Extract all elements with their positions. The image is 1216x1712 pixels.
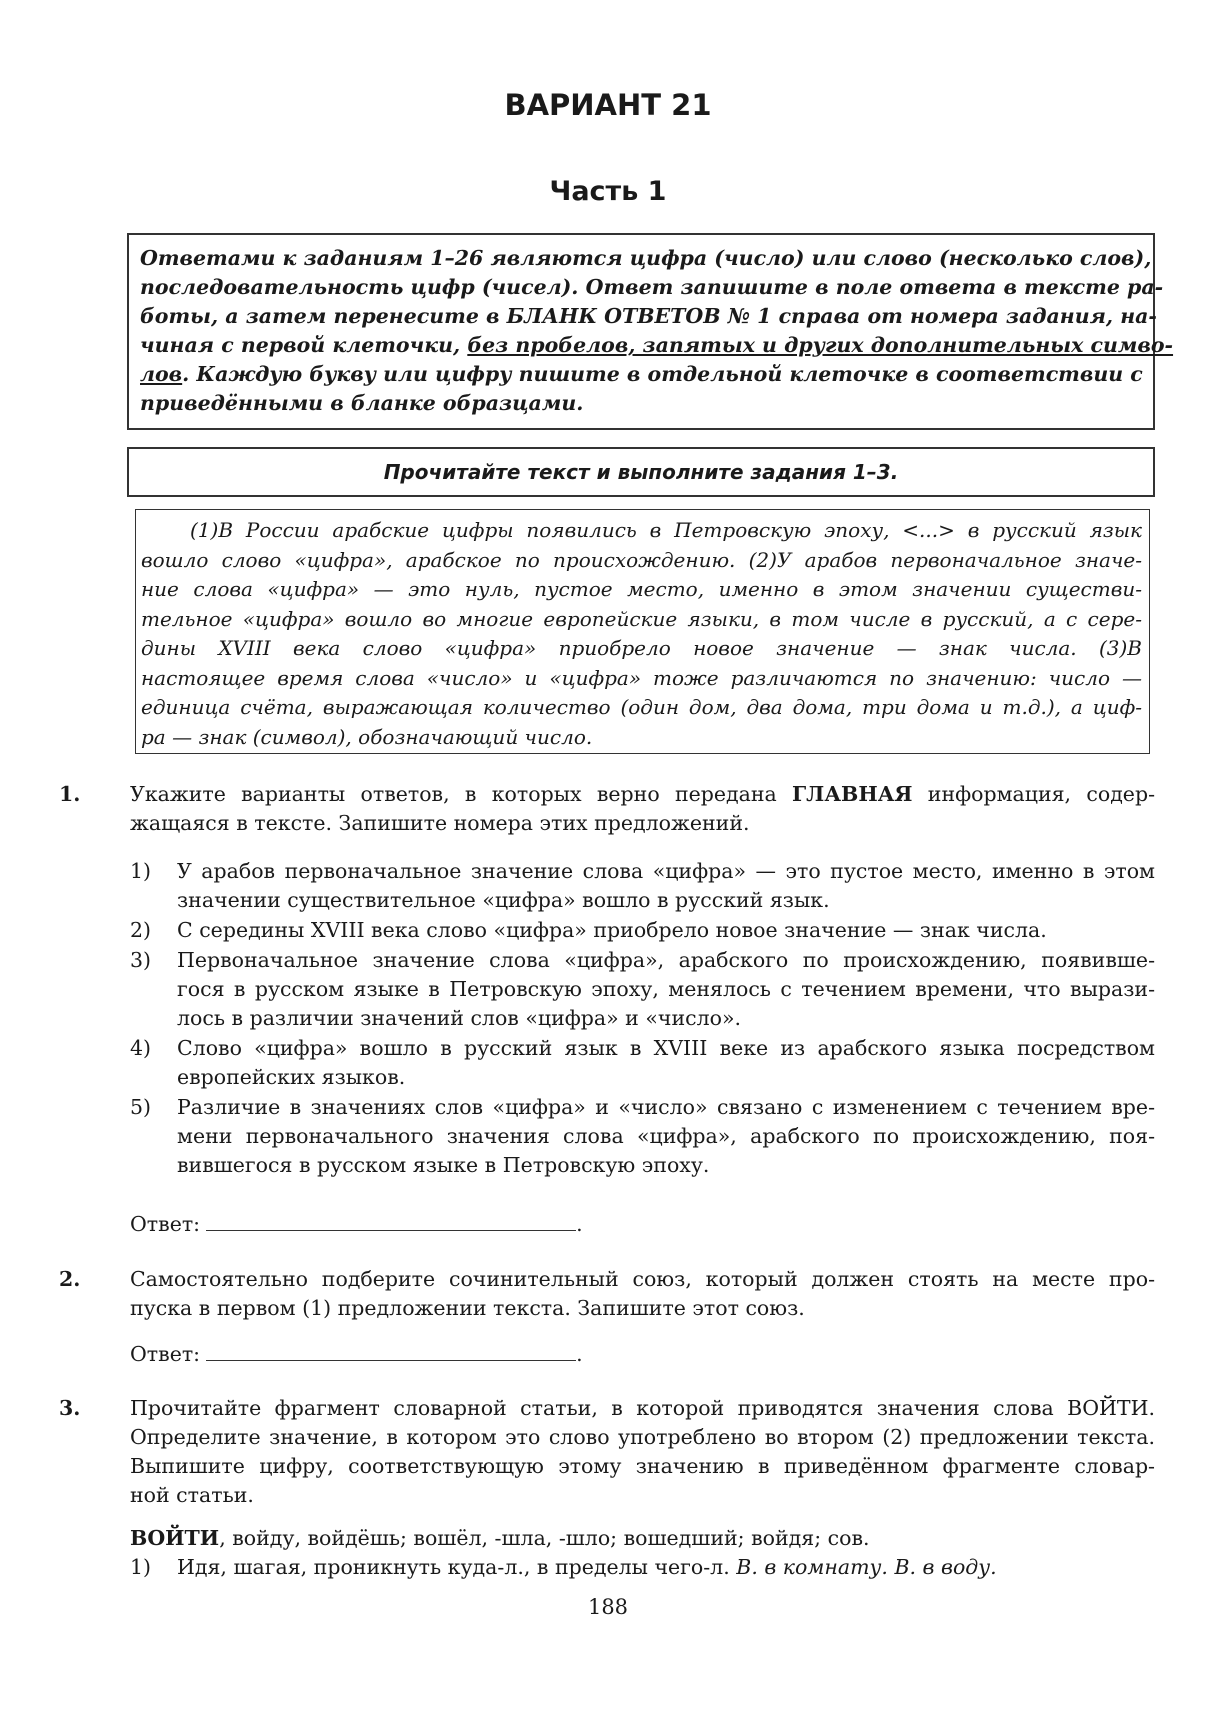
- instructions-line: [140, 362, 1142, 386]
- answer-field[interactable]: [206, 1340, 576, 1361]
- page-number: 188: [587, 1595, 629, 1619]
- option-text: С середины XVIII века слово «цифра» приобрело новое значение — знак числа.: [177, 918, 1047, 942]
- option-text: значении существительное «цифра» вошло в русский язык.: [177, 888, 830, 912]
- option-number: 4): [130, 1036, 152, 1060]
- option-text: вившегося в русском языке в Петровскую эпоху.: [177, 1153, 710, 1177]
- question-number: 1.: [59, 782, 81, 806]
- instructions-underlined: лов: [140, 362, 183, 386]
- instructions-line: приведёнными в бланке образцами.: [140, 391, 584, 415]
- entry-definition-number: 1): [130, 1555, 152, 1579]
- instructions-text: чиная с первой клеточки,: [140, 333, 468, 357]
- entry-definition: [177, 1555, 1155, 1579]
- instructions-text: . Каждую букву или цифру пишите в отдельной клеточке в соответствии с: [182, 362, 1143, 386]
- option-text: лось в различии значений слов «цифра» и «число».: [177, 1006, 742, 1030]
- entry-forms: , войду, войдёшь; вошёл, -шла, -шло; вошедший; войдя; сов.: [219, 1526, 870, 1550]
- question-number: 2.: [59, 1267, 81, 1291]
- question-text: Определите значение, в котором это слово употреблено во втором (2) предложении текста.: [130, 1425, 1155, 1449]
- question-text: ной статьи.: [130, 1483, 254, 1507]
- variant-title: ВАРИАНТ 21: [504, 88, 712, 122]
- entry-definition-text: Идя, шагая, проникнуть куда-л., в пределы чего-л.: [177, 1555, 737, 1579]
- passage-line: единица счёта, выражающая количество (один дом, два дома, три дома и т.д.), а циф-: [141, 695, 1142, 719]
- option-text: гося в русском языке в Петровскую эпоху, менялось с течением времени, что вырази-: [177, 977, 1155, 1001]
- option-number: 1): [130, 859, 152, 883]
- question-text-part: Укажите варианты ответов, в которых верно передана: [130, 782, 793, 806]
- passage-line: (1)В России арабские цифры появились в Петровскую эпоху, <...> в русский язык: [190, 518, 1142, 542]
- passage-line: тельное «цифра» вошло во многие европейские языки, в том числе в русский, а с сере-: [141, 607, 1142, 631]
- option-number: 5): [130, 1095, 152, 1119]
- instructions-line: последовательность цифр (чисел). Ответ запишите в поле ответа в тексте ра-: [140, 275, 1164, 299]
- instructions-underlined: без пробелов, запятых и других дополнительных симво-: [467, 333, 1174, 357]
- passage-line: ра — знак (символ), обозначающий число.: [141, 725, 593, 749]
- answer-row: [130, 1340, 583, 1366]
- part-title: Часть 1: [549, 176, 667, 207]
- question-text: [130, 782, 1155, 806]
- question-text: Прочитайте фрагмент словарной статьи, в которой приводятся значения слова ВОЙТИ.: [130, 1396, 1155, 1420]
- question-number: 3.: [59, 1396, 81, 1420]
- passage-line: вошло слово «цифра», арабское по происхождению. (2)У арабов первоначальное значе-: [141, 548, 1142, 572]
- instructions-line: боты, а затем перенесите в БЛАНК ОТВЕТОВ № 1 справа от номера задания, на-: [140, 304, 1157, 328]
- entry-example: В. в комнату. В. в воду.: [736, 1555, 997, 1579]
- question-text: Самостоятельно подберите сочинительный союз, который должен стоять на месте про-: [130, 1267, 1155, 1291]
- option-text: У арабов первоначальное значение слова «цифра» — это пустое место, именно в этом: [177, 859, 1155, 883]
- option-text: Первоначальное значение слова «цифра», арабского по происхождению, появивше-: [177, 948, 1155, 972]
- instructions-line: [140, 333, 1174, 357]
- instructions-line: Ответами к заданиям 1–26 являются цифра (число) или слово (несколько слов),: [140, 246, 1152, 270]
- option-text: Слово «цифра» вошло в русский язык в XVIII веке из арабского языка посредством: [177, 1036, 1155, 1060]
- passage-line: ние слова «цифра» — это нуль, пустое место, именно в этом значении существи-: [141, 577, 1142, 601]
- answer-field[interactable]: [206, 1210, 576, 1231]
- question-text-part: информация, содер-: [912, 782, 1155, 806]
- option-text: Различие в значениях слов «цифра» и «число» связано с изменением с течением вре-: [177, 1095, 1155, 1119]
- question-text: пуска в первом (1) предложении текста. Запишите этот союз.: [130, 1296, 805, 1320]
- question-emphasis: ГЛАВНАЯ: [792, 782, 913, 806]
- option-number: 2): [130, 918, 152, 942]
- answer-row: [130, 1210, 583, 1236]
- passage-line: дины XVIII века слово «цифра» приобрело новое значение — знак числа. (3)В: [141, 636, 1142, 660]
- answer-label: Ответ:: [130, 1342, 201, 1366]
- dictionary-entry: [130, 1526, 1155, 1550]
- option-number: 3): [130, 948, 152, 972]
- question-text: Выпишите цифру, соответствующую этому значению в приведённом фрагменте словар-: [130, 1454, 1155, 1478]
- answer-end: .: [576, 1342, 583, 1366]
- option-text: мени первоначального значения слова «цифра», арабского по происхождению, поя-: [177, 1124, 1155, 1148]
- answer-end: .: [576, 1212, 583, 1236]
- answer-label: Ответ:: [130, 1212, 201, 1236]
- read-prompt: Прочитайте текст и выполните задания 1–3.: [383, 460, 899, 484]
- option-text: европейских языков.: [177, 1065, 406, 1089]
- passage-line: настоящее время слова «число» и «цифра» тоже различаются по значению: число —: [141, 666, 1142, 690]
- entry-headword: ВОЙТИ: [130, 1526, 220, 1550]
- question-text: жащаяся в тексте. Запишите номера этих предложений.: [130, 811, 750, 835]
